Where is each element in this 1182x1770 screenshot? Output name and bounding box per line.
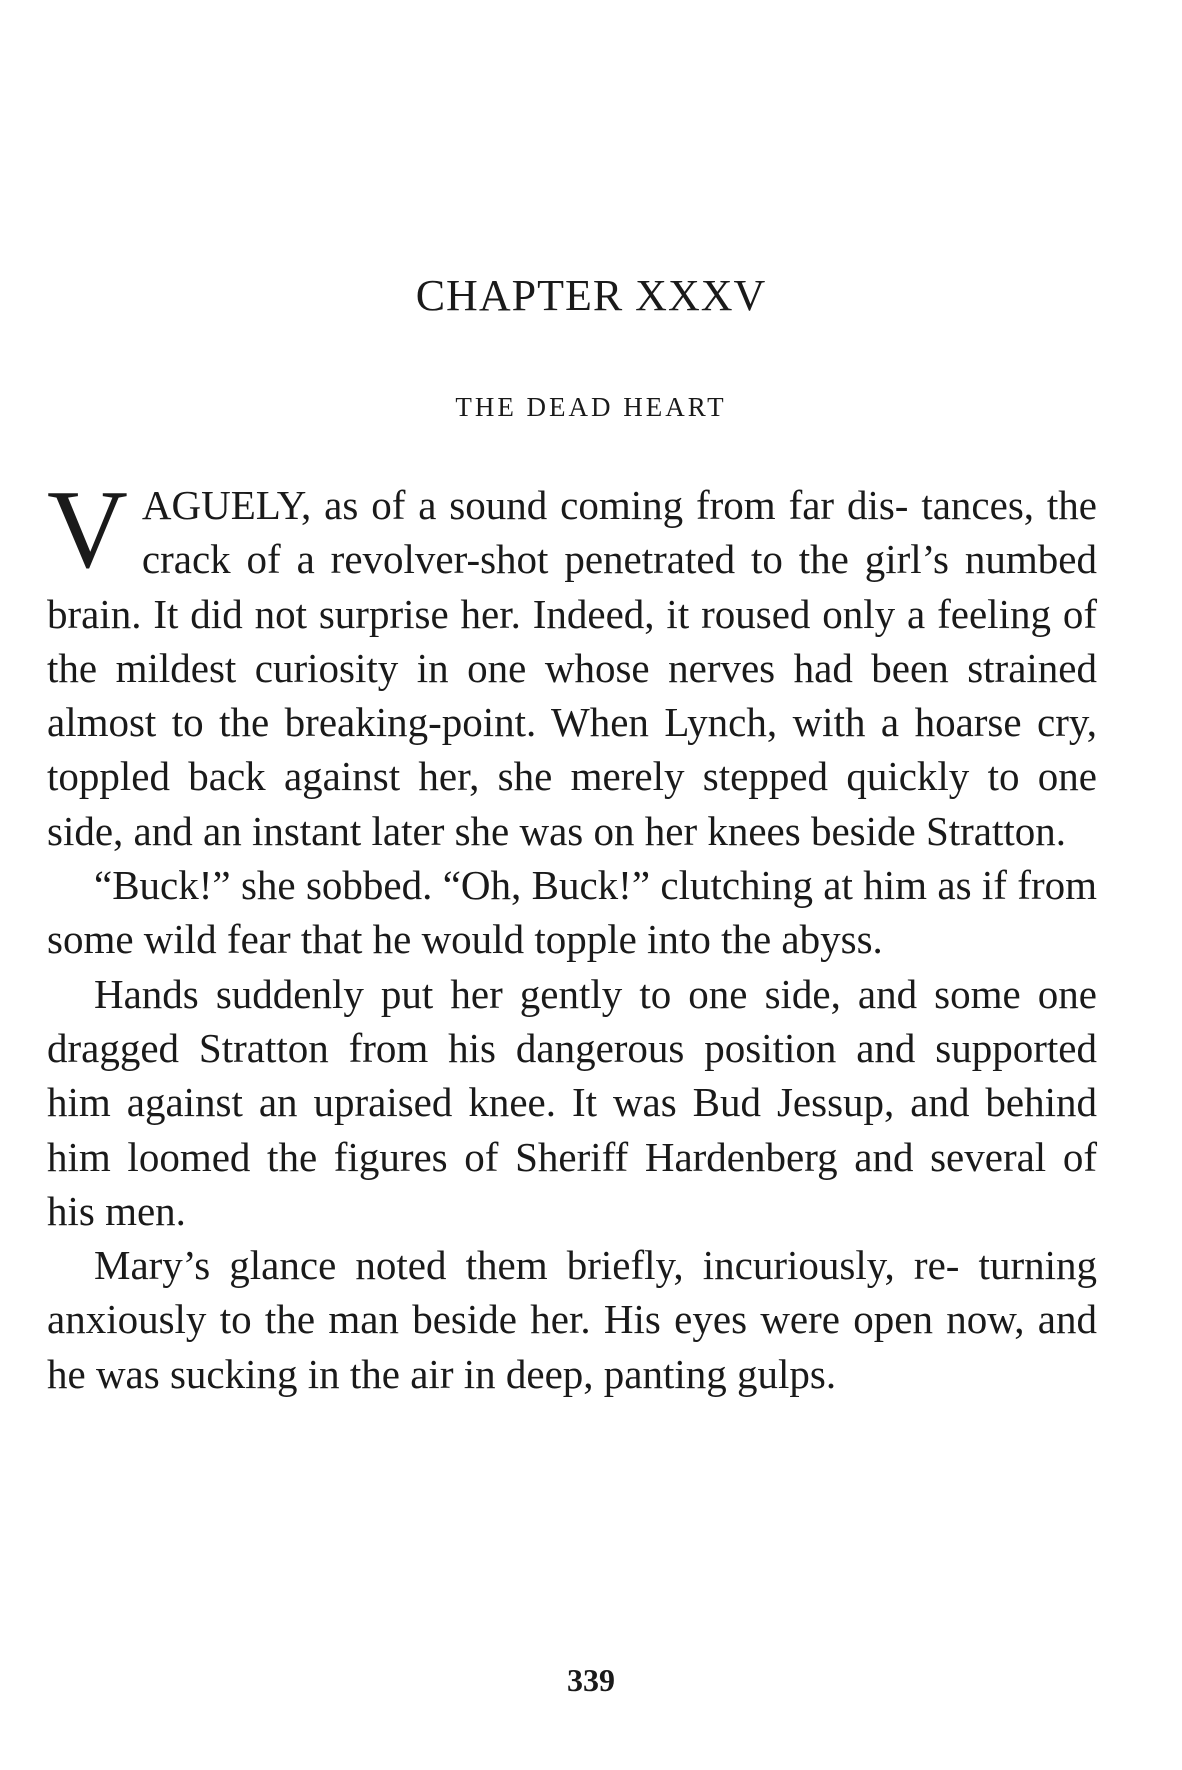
paragraph-1-text: AGUELY, as of a sound coming from far dis- tances, the crack of a revolver-shot penetrated to the girl’s numbed brain. It did not surprise her. Indeed, it roused only a feeling of the mildest curiosity in one whose nerves had been strained almost to the breaking-point. When Lynch, with a hoarse cry, toppled back against her, she merely stepped quickly to one side, and an instant later she was on her knees beside Stratton.	[47, 482, 1097, 854]
paragraph-4-text: Mary’s glance noted them briefly, incuriously, re- turning anxiously to the man beside her. His eyes were open now, and he was sucking in the air in deep, panting gulps.	[47, 1242, 1097, 1397]
chapter-body	[47, 468, 1097, 1401]
paragraph-3	[47, 967, 1097, 1238]
drop-cap-letter: V	[47, 468, 128, 592]
paragraph-1	[47, 468, 1097, 858]
paragraph-3-text: Hands suddenly put her gently to one side, and some one dragged Stratton from his dangerous position and supported him against an upraised knee. It was Bud Jessup, and behind him loomed the figures of Sheriff Hardenberg and several of his men.	[47, 970, 1097, 1234]
chapter-title-heading: THE DEAD HEART	[455, 392, 727, 422]
paragraph-2-text: “Buck!” she sobbed. “Oh, Buck!” clutching at him as if from some wild fear that he would topple into the abyss.	[47, 862, 1097, 963]
paragraph-2	[47, 858, 1097, 967]
chapter-number-heading: CHAPTER XXXV	[415, 271, 767, 320]
paragraph-4	[47, 1238, 1097, 1401]
page-number: 339	[567, 1662, 615, 1698]
